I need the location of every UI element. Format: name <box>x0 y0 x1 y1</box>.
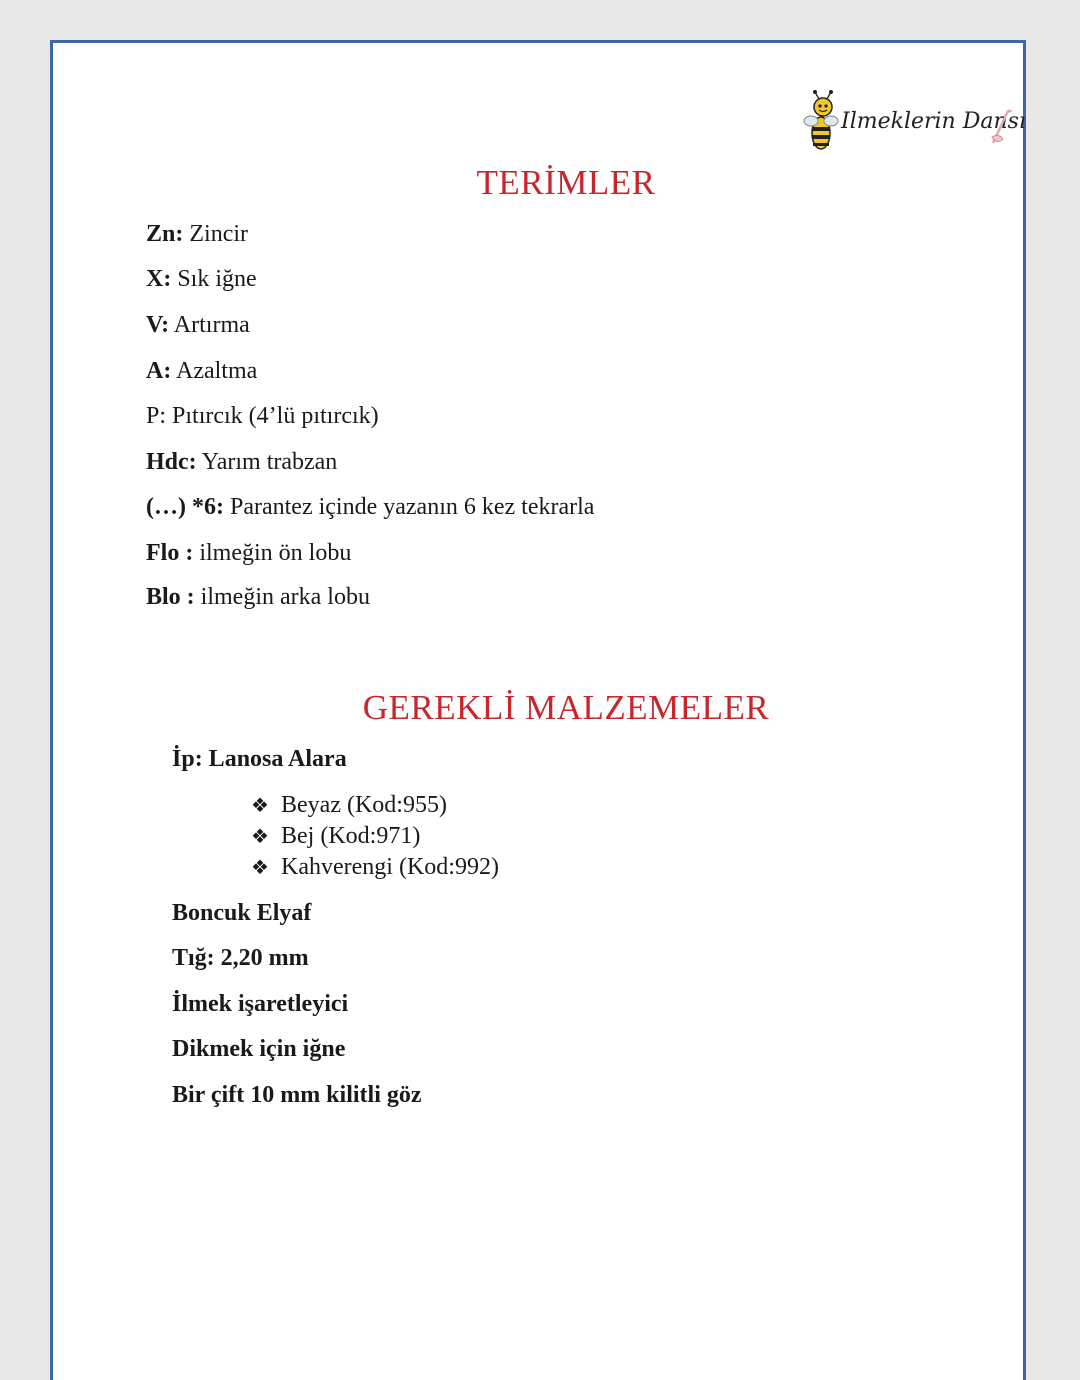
document-page <box>50 40 1026 1380</box>
brand-logo <box>803 89 1026 159</box>
diamond-bullet-icon: ❖ <box>251 857 269 879</box>
diamond-bullet-icon: ❖ <box>251 826 269 848</box>
material-item: Tığ: 2,20 mm <box>172 945 309 971</box>
term-row <box>146 540 351 567</box>
material-item: İlmek işaretleyici <box>172 991 349 1017</box>
term-key: Zn: <box>146 221 184 247</box>
yarn-color-item <box>251 792 447 819</box>
term-row <box>146 312 250 339</box>
terms-title: TERİMLER <box>476 163 656 202</box>
materials-title: GEREKLİ MALZEMELER <box>362 688 770 727</box>
term-definition: Azaltma <box>171 358 258 384</box>
term-key: A: <box>146 358 172 384</box>
term-row <box>146 358 257 385</box>
yarn-color-item <box>251 823 420 850</box>
term-key: V: <box>146 312 170 338</box>
term-definition: Pıtırcık (4’lü pıtırcık) <box>166 403 379 429</box>
term-definition: Sık iğne <box>171 266 257 292</box>
material-item: Boncuk Elyaf <box>172 900 312 926</box>
logo-text: Ilmeklerin Dansı <box>841 109 1026 134</box>
crochet-hook-icon <box>989 107 1013 147</box>
term-definition: ilmeğin arka lobu <box>194 584 370 610</box>
material-item: Bir çift 10 mm kilitli göz <box>172 1082 422 1108</box>
term-definition: Yarım trabzan <box>196 449 338 475</box>
term-key: (…) *6: <box>146 494 224 520</box>
term-key: X: <box>146 266 172 292</box>
term-row <box>146 221 248 248</box>
yarn-color-item <box>251 854 499 881</box>
yarn-color-label: Kahverengi (Kod:992) <box>281 854 499 880</box>
term-row <box>146 266 257 293</box>
material-item: Dikmek için iğne <box>172 1036 346 1062</box>
term-key: P: <box>146 403 167 429</box>
yarn-color-label: Bej (Kod:971) <box>281 823 421 849</box>
term-definition: Artırma <box>169 312 250 338</box>
term-row <box>146 494 594 521</box>
term-row <box>146 403 379 430</box>
term-definition: ilmeğin ön lobu <box>193 540 352 566</box>
term-definition: Parantez içinde yazanın 6 kez tekrarla <box>223 494 595 520</box>
term-key: Blo : <box>146 584 195 610</box>
term-definition: Zincir <box>183 221 248 247</box>
term-row <box>146 449 337 476</box>
diamond-bullet-icon: ❖ <box>251 795 269 817</box>
term-key: Hdc: <box>146 449 197 475</box>
term-key: Flo : <box>146 540 194 566</box>
term-row <box>146 584 370 611</box>
yarn-color-label: Beyaz (Kod:955) <box>281 792 447 818</box>
yarn-label: İp: Lanosa Alara <box>172 746 347 772</box>
